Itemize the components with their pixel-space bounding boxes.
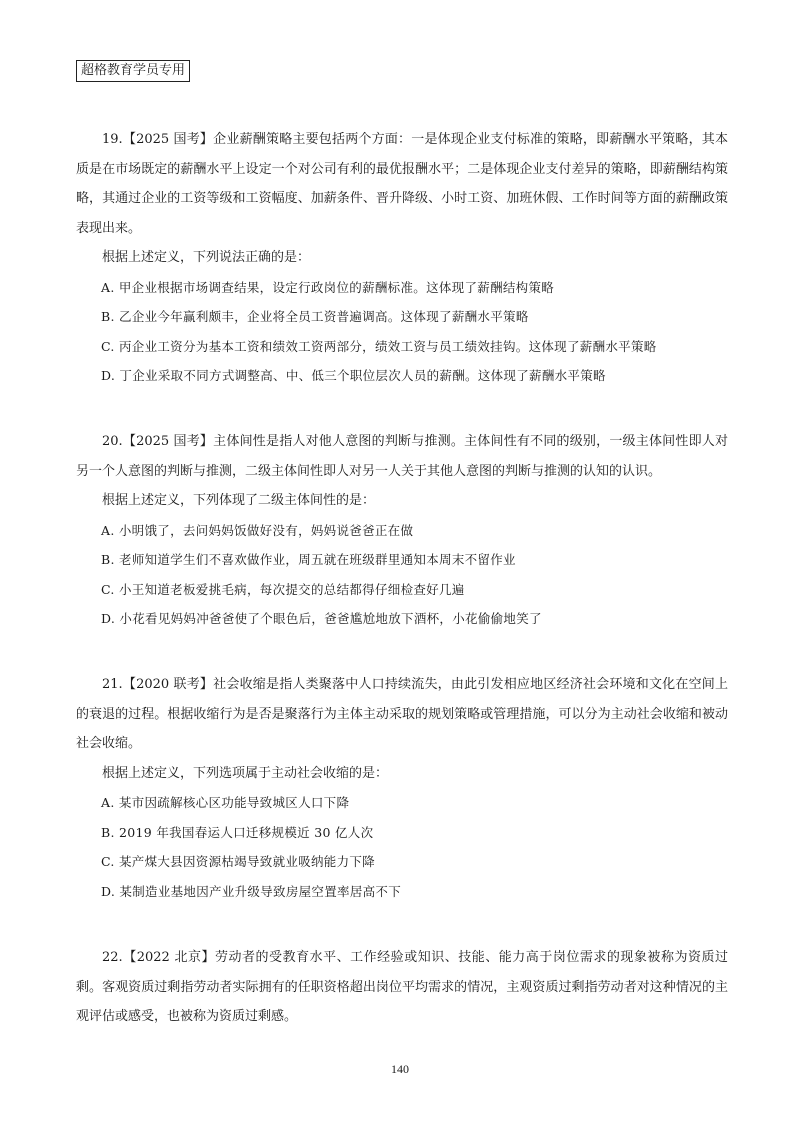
option-a: A. 甲企业根据市场调查结果，设定行政岗位的薪酬标准。这体现了薪酬结构策略 [101, 279, 555, 295]
question-text: 劳动者的受教育水平、工作经验或知识、技能、能力高于岗位需求的现象被称为资质过剩。客观资质过剩指劳动者实际拥有的任职资格超出岗位平均需求的情况，主观资质过剩指劳动者对这种情况的主观评估或感受，也被称为资质过剩感。 [76, 950, 728, 1024]
option-b: B. 乙企业今年赢利颇丰，企业将全员工资普遍调高。这体现了薪酬水平策略 [101, 309, 529, 324]
question-21 [76, 670, 728, 906]
question-text: 企业薪酬策略主要包括两个方面：一是体现企业支付标准的策略，即薪酬水平策略，其本质是在市场既定的薪酬水平上设定一个对公司有利的最优报酬水平；二是体现企业支付差异的策略，即薪酬结构策略，其通过企业的工资等级和工资幅度、加薪条件、晋升降级、小时工资、加班休假、工作时间等方面的薪酬政策表现出来。 [76, 132, 728, 236]
option-a: A. 小明饿了，去问妈妈饭做好没有，妈妈说爸爸正在做 [101, 522, 414, 538]
question-number: 20. [102, 434, 123, 449]
question-source: 【2025 国考】 [122, 132, 214, 147]
option-b: B. 老师知道学生们不喜欢做作业，周五就在班级群里通知本周末不留作业 [101, 552, 516, 567]
header-label: 超格教育学员专用 [76, 60, 190, 82]
page-number: 140 [391, 1062, 409, 1076]
question-source: 【2022 北京】 [122, 950, 215, 965]
option-c: C. 丙企业工资分为基本工资和绩效工资两部分，绩效工资与员工绩效挂钩。这体现了薪酬水平策略 [101, 338, 657, 354]
question-22 [76, 943, 728, 1032]
option-a: A. 某市因疏解核心区功能导致城区人口下降 [101, 795, 350, 810]
question-prompt: 根据上述定义，下列选项属于主动社会收缩的是： [102, 765, 389, 781]
question-prompt: 根据上述定义，下列说法正确的是： [102, 250, 311, 265]
question-stem [76, 125, 728, 243]
question-19 [76, 125, 728, 391]
option-c: C. 某产煤大县因资源枯竭导致就业吸纳能力下降 [101, 854, 375, 869]
option-c: C. 小王知道老板爱挑毛病，每次提交的总结都得仔细检查好几遍 [101, 581, 465, 597]
question-source: 【2025 国考】 [122, 434, 214, 449]
option-d: D. 小花看见妈妈冲爸爸使了个眼色后，爸爸尴尬地放下酒杯，小花偷偷地笑了 [101, 611, 542, 626]
question-source: 【2020 联考】 [122, 677, 214, 692]
question-text: 主体间性是指人对他人意图的判断与推测。主体间性有不同的级别，一级主体间性即人对另一个人意图的判断与推测，二级主体间性即人对另一人关于其他人意图的判断与推测的认知的认识。 [76, 434, 728, 479]
question-stem [76, 670, 728, 759]
question-number: 22. [102, 950, 123, 965]
question-prompt: 根据上述定义，下列体现了二级主体间性的是： [102, 493, 376, 508]
question-text: 社会收缩是指人类聚落中人口持续流失，由此引发相应地区经济社会环境和文化在空间上的衰退的过程。根据收缩行为是否是聚落行为主体主动采取的规划策略或管理措施，可以分为主动社会收缩和被动社会收缩。 [76, 677, 728, 751]
question-stem [76, 427, 728, 486]
option-d: D. 丁企业采取不同方式调整高、中、低三个职位层次人员的薪酬。这体现了薪酬水平策略 [101, 368, 606, 383]
option-b: B. 2019 年我国春运人口迁移规模近 30 亿人次 [101, 824, 374, 840]
option-d: D. 某制造业基地因产业升级导致房屋空置率居高不下 [101, 883, 402, 899]
question-number: 21. [102, 677, 123, 692]
question-stem [76, 943, 728, 1032]
question-number: 19. [102, 132, 123, 147]
question-20 [76, 427, 728, 634]
